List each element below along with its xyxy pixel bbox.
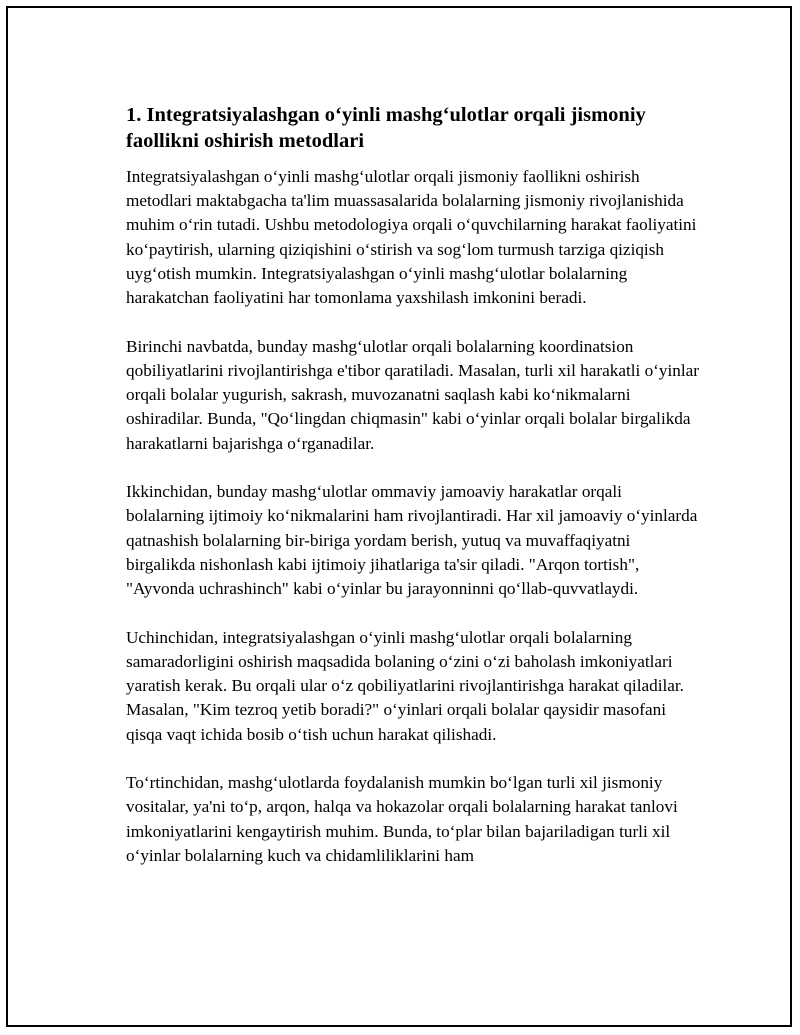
paragraph-third: Uchinchidan, integratsiyalashgan o‘yinli mashg‘ulotlar orqali bolalarning samaradorligini oshirish maqsadida bolaning o‘zini o‘zi baholash imkoniyatlari yaratish kerak. Bu orqali ular o‘z qobiliyatlarini rivojlantirishga harakat qiladilar. Masalan, "Kim tezroq yetib boradi?" o‘yinlari orqali bolalar qaysidir masofani qisqa vaqt ichida bosib o‘tish uchun harakat qilishadi. — [126, 627, 684, 744]
section-heading: 1. Integratsiyalashgan o‘yinli mashg‘ulotlar orqali jismoniy faollikni oshirish metodlari — [126, 104, 646, 152]
paragraph-intro: Integratsiyalashgan o‘yinli mashg‘ulotlar orqali jismoniy faollikni oshirish metodlari maktabgacha ta'lim muassasalarida bolalarning jismoniy rivojlanishida muhim o‘rin tutadi. Ushbu metodologiya orqali o‘quvchilarning harakat faoliyatini ko‘paytirish, ularning qiziqishini o‘stirish va sog‘lom turmush tarziga qiziqish uyg‘otish mumkin. Integratsiyalashgan o‘yinli mashg‘ulotlar bolalarning harakatchan faoliyatini har tomonlama yaxshilash imkonini beradi. — [126, 167, 697, 308]
paragraph-second: Ikkinchidan, bunday mashg‘ulotlar ommaviy jamoaviy harakatlar orqali bolalarning ijtimoiy ko‘nikmalarini ham rivojlantiradi. Har xil jamoaviy o‘yinlarda qatnashish bolalarning bir-biriga yordam berish, yutuq va muvaffaqiyatni birgalikda nishonlash kabi ijtimoiy jihatlariga ta'sir qiladi. "Arqon tortish", "Ayvonda uchrashinch" kabi o‘yinlar bu jarayonninni qo‘llab-quvvatlaydi. — [126, 482, 698, 599]
paragraph-fourth: To‘rtinchidan, mashg‘ulotlarda foydalanish mumkin bo‘lgan turli xil jismoniy vositalar, ya'ni to‘p, arqon, halqa va hokazolar orqali bolalarning harakat tanlovi imkoniyatlarini kengaytirish muhim. Bunda, to‘plar bilan bajariladigan turli xil o‘yinlar bolalarning kuch va chidamliliklarini ham — [126, 773, 678, 865]
document-body — [126, 102, 701, 868]
paragraph-first: Birinchi navbatda, bunday mashg‘ulotlar orqali bolalarning koordinatsion qobiliyatlarini rivojlantirishga e'tibor qaratiladi. Masalan, turli xil harakatli o‘yinlar orqali bolalar yugurish, sakrash, muvozanatni saqlash kabi ko‘nikmalarni oshiradilar. Bunda, "Qo‘lingdan chiqmasin" kabi o‘yinlar orqali bolalar birgalikda harakatlarni bajarishga o‘rganadilar. — [126, 336, 699, 453]
page — [6, 6, 792, 1027]
